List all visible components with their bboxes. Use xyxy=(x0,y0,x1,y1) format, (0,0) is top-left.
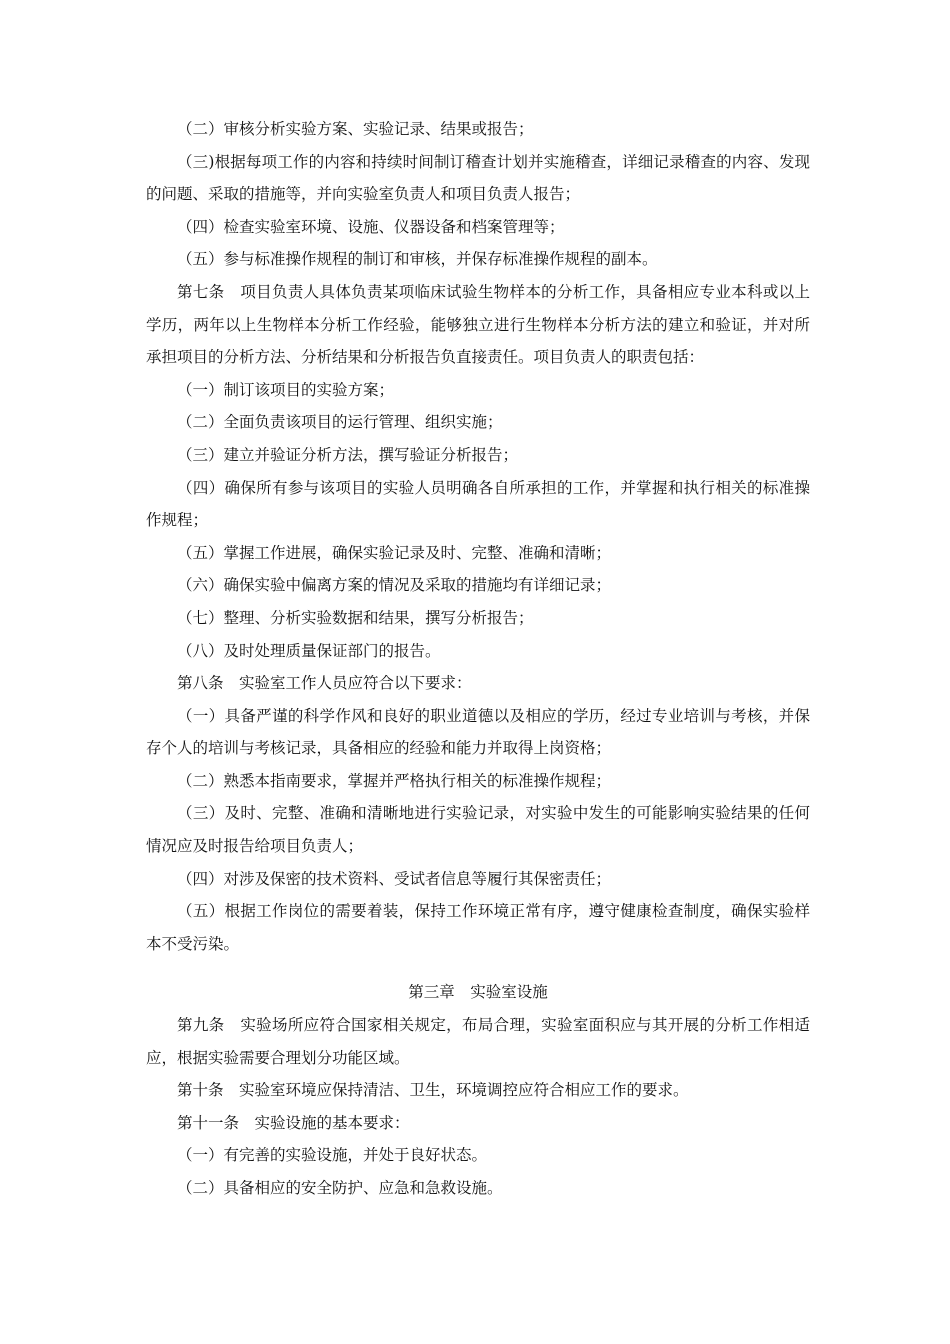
paragraph: （二）全面负责该项目的运行管理、组织实施； xyxy=(177,413,503,432)
paragraph: （三)根据每项工作的内容和持续时间制订稽查计划并实施稽查，详细记录稽查的内容、发现的问题、采取的措施等，并向实验室负责人和项目负责人报告； xyxy=(146,152,810,204)
paragraph: （一）有完善的实验设施，并处于良好状态。 xyxy=(177,1146,488,1165)
paragraph: （二）熟悉本指南要求，掌握并严格执行相关的标准操作规程； xyxy=(177,771,612,790)
paragraph: （一）制订该项目的实验方案； xyxy=(177,380,395,399)
article-7: 第七条 项目负责人具体负责某项临床试验生物样本的分析工作，具备相应专业本科或以上学历，两年以上生物样本分析工作经验，能够独立进行生物样本分析方法的建立和验证，并对所承担项目的分析方法、分析结果和分析报告负直接责任。项目负责人的职责包括： xyxy=(146,282,810,367)
paragraph: （六）确保实验中偏离方案的情况及采取的措施均有详细记录； xyxy=(177,576,612,595)
paragraph: （二）具备相应的安全防护、应急和急救设施。 xyxy=(177,1179,503,1197)
chapter-heading: 第三章 实验室设施 xyxy=(408,983,548,1002)
paragraph: （七）整理、分析实验数据和结果，撰写分析报告； xyxy=(177,608,534,627)
paragraph: （四）检查实验室环境、设施、仪器设备和档案管理等； xyxy=(177,217,565,236)
article-11: 第十一条 实验设施的基本要求： xyxy=(177,1113,410,1132)
paragraph: （四）对涉及保密的技术资料、受试者信息等履行其保密责任； xyxy=(177,869,612,888)
paragraph: （三）建立并验证分析方法，撰写验证分析报告； xyxy=(177,445,519,464)
paragraph: （二）审核分析实验方案、实验记录、结果或报告； xyxy=(177,120,534,138)
paragraph: （五）掌握工作进展，确保实验记录及时、完整、准确和清晰； xyxy=(177,543,612,562)
article-8: 第八条 实验室工作人员应符合以下要求： xyxy=(177,674,472,693)
paragraph: （一）具备严谨的科学作风和良好的职业道德以及相应的学历，经过专业培训与考核，并保存个人的培训与考核记录，具备相应的经验和能力并取得上岗资格； xyxy=(146,706,810,758)
paragraph: （五）根据工作岗位的需要着装，保持工作环境正常有序，遵守健康检查制度，确保实验样本不受污染。 xyxy=(146,902,810,953)
paragraph: （四）确保所有参与该项目的实验人员明确各自所承担的工作，并掌握和执行相关的标准操作规程； xyxy=(146,478,810,530)
document-body xyxy=(146,113,810,1205)
paragraph: （八）及时处理质量保证部门的报告。 xyxy=(177,641,441,660)
paragraph: （五）参与标准操作规程的制订和审核，并保存标准操作规程的副本。 xyxy=(177,250,658,269)
paragraph: （三）及时、完整、准确和清晰地进行实验记录，对实验中发生的可能影响实验结果的任何情况应及时报告给项目负责人； xyxy=(146,804,810,856)
article-9: 第九条 实验场所应符合国家相关规定，布局合理，实验室面积应与其开展的分析工作相适应，根据实验需要合理划分功能区域。 xyxy=(146,1016,810,1067)
article-10: 第十条 实验室环境应保持清洁、卫生，环境调控应符合相应工作的要求。 xyxy=(177,1081,689,1100)
